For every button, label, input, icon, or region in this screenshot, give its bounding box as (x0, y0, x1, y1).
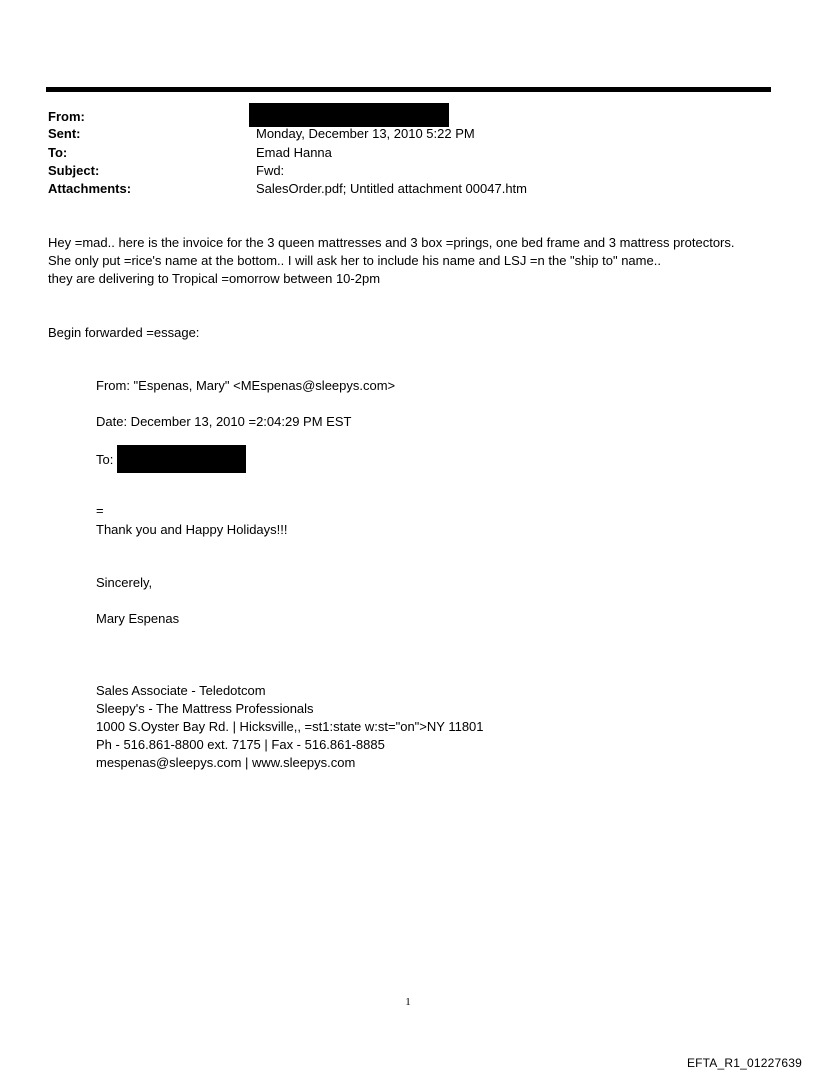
forwarded-date: Date: December 13, 2010 =2:04:29 PM EST (96, 414, 352, 429)
document-id: EFTA_R1_01227639 (686, 1056, 802, 1070)
forward-intro: Begin forwarded =essage: (48, 325, 200, 340)
sent-label: Sent: (48, 126, 81, 141)
forwarded-to-label: To: (96, 452, 114, 467)
signature-line: Ph - 516.861-8800 ext. 7175 | Fax - 516.861-8885 (96, 737, 385, 752)
forwarded-to-redaction (117, 445, 246, 473)
from-redaction (249, 103, 449, 127)
body-line: they are delivering to Tropical =omorrow between 10-2pm (48, 271, 381, 286)
header-divider (46, 87, 771, 92)
attachments-label: Attachments: (48, 181, 132, 196)
subject-label: Subject: (48, 163, 100, 178)
forwarded-from: From: "Espenas, Mary" <MEspenas@sleepys.com> (96, 378, 396, 393)
page-number: 1 (405, 996, 411, 1008)
sender-name: Mary Espenas (96, 611, 180, 626)
signature-line: Sales Associate - Teledotcom (96, 683, 266, 698)
signature-line: 1000 S.Oyster Bay Rd. | Hicksville,, =st1:state w:st="on">NY 11801 (96, 719, 484, 734)
from-label: From: (48, 109, 85, 124)
signature-line: Sleepy's - The Mattress Professionals (96, 701, 314, 716)
attachments-value: SalesOrder.pdf; Untitled attachment 00047.htm (256, 181, 527, 196)
body-line: She only put =rice's name at the bottom.. I will ask her to include his name and LSJ =n the "ship to" name.. (48, 253, 661, 268)
thanks-line: Thank you and Happy Holidays!!! (96, 522, 288, 537)
equals-line: = (96, 503, 104, 518)
signature-line: mespenas@sleepys.com | www.sleepys.com (96, 755, 356, 770)
to-label: To: (48, 145, 68, 160)
to-value: Emad Hanna (256, 145, 332, 160)
subject-value: Fwd: (256, 163, 285, 178)
sent-value: Monday, December 13, 2010 5:22 PM (256, 126, 475, 141)
closing-line: Sincerely, (96, 575, 153, 590)
body-line: Hey =mad.. here is the invoice for the 3 queen mattresses and 3 box =prings, one bed frame and 3 mattress protectors. (48, 235, 735, 250)
